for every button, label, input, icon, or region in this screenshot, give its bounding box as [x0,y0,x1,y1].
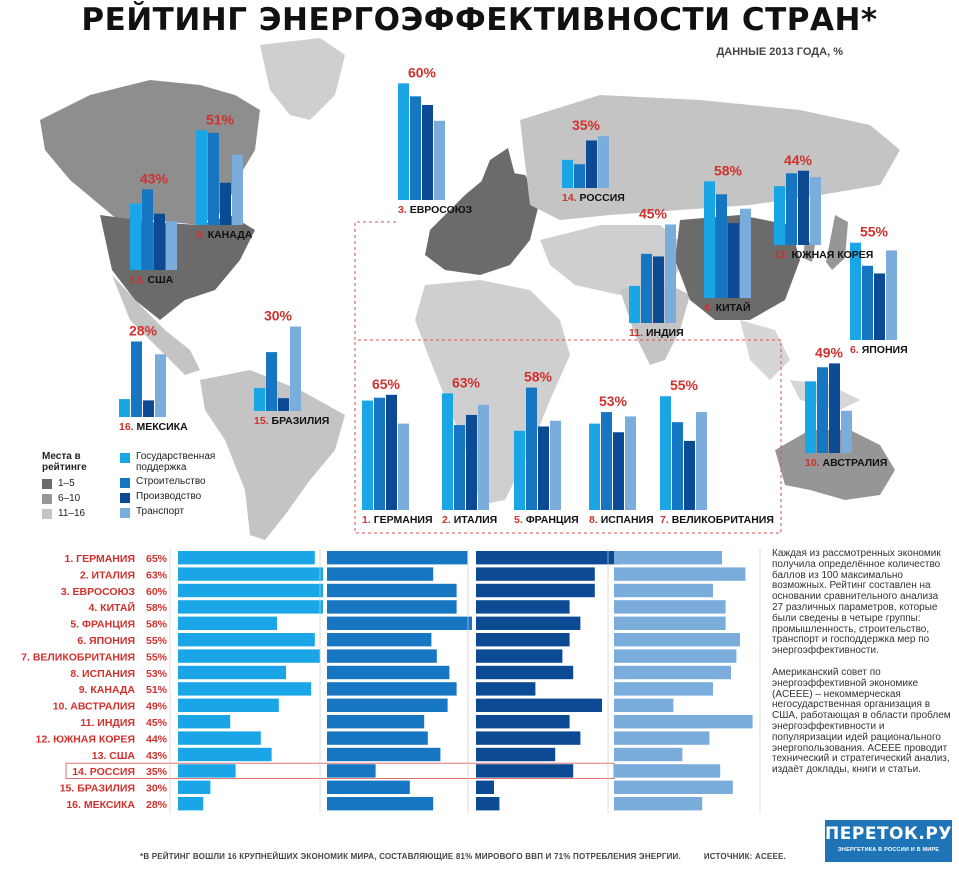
map-bar [550,421,561,510]
map-rank-number: 5. [514,514,526,526]
row-total-label: 51% [146,684,168,697]
table-bar [327,666,449,679]
map-bar [562,160,573,188]
table-bar [327,649,437,662]
description-paragraph-2: Американский совет по энергоэффективной экономике (ACEEE) – некоммерческая негосударственная организация в США, работающая в области проблем энергоэффективности и популяризации идей рационального энергопользования. ACEEE проводит технический и стратегический анализ, издаёт доклады, книги и статьи. [772,666,951,776]
row-total-label: 44% [146,733,168,746]
map-country-label [398,204,473,216]
table-bar [178,797,203,810]
map-rank-number: 7. [660,514,672,526]
map-bar [208,133,219,225]
table-row [66,797,702,811]
map-country-label [362,514,433,526]
map-country-label [805,457,887,469]
row-country-label: 12. ЮЖНАЯ КОРЕЯ [35,733,135,746]
table-row [66,763,720,778]
map-bar [119,399,130,417]
table-bar [476,633,570,646]
map-bar [278,398,289,411]
table-bar [614,699,673,712]
table-bar [614,764,720,777]
map-rank-number: 13. [130,274,148,286]
map-bar [130,203,141,270]
table-bar [476,567,595,580]
rank-swatch-1-5 [42,479,52,489]
map-rank-number: 12. [774,249,792,261]
table-bar [476,600,570,613]
row-country-label: 1. ГЕРМАНИЯ [64,553,135,565]
map-bar [266,352,277,411]
table-bar [476,715,570,728]
map-bar [166,221,177,270]
row-country-label: 16. МЕКСИКА [66,799,135,811]
map-country-name: КАНАДА [207,229,253,241]
map-country-label [774,249,873,261]
map-bar [704,181,715,298]
table-bar [614,666,731,679]
table-bar [178,748,272,761]
map-total-label: 63% [451,374,481,391]
map-bar [454,425,465,510]
map-bar [798,171,809,245]
table-bar [476,764,573,777]
map-bar [805,381,816,453]
table-bar [178,567,323,580]
table-bar [476,731,580,744]
map-bar [422,105,433,200]
map-bar [442,393,453,510]
row-country-label: 5. ФРАНЦИЯ [70,618,135,631]
map-bar [653,256,664,323]
row-country-label: 15. БРАЗИЛИЯ [59,782,135,795]
table-bar [178,715,230,728]
map-bar [526,388,537,510]
row-country-label: 6. ЯПОНИЯ [77,635,135,647]
map-total-label: 28% [128,322,158,339]
row-total-label: 45% [146,717,168,729]
subtitle: ДАННЫЕ 2013 ГОДА, % [716,46,843,58]
table-row [53,699,674,713]
map-country-label [562,192,625,204]
row-country-label: 3. ЕВРОСОЮЗ [60,585,135,598]
row-total-label: 49% [146,700,168,713]
footnote [140,852,786,861]
map-bar [232,155,243,225]
map-bar-group [850,224,908,356]
map-rank-number: 15. [254,415,272,427]
footnote-text: *В РЕЙТИНГ ВОШЛИ 16 КРУПНЕЙШИХ ЭКОНОМИК МИРА, СОСТАВЛЯЮЩИЕ 81% МИРОВОГО ВВП И 71% ПОТРЕБЛЕНИЯ ЭНЕРГИИ. [140,852,681,861]
map-bar [613,432,624,510]
rank-swatch-11-16 [42,509,52,519]
map-country-name: РОССИЯ [579,192,625,204]
rank-legend-title: Места в рейтинге [42,451,87,473]
map-bar [886,250,897,340]
row-total-label: 30% [146,782,168,795]
map-bar [386,395,397,510]
table-bar [327,584,457,597]
map-bar [538,426,549,510]
map-bar [665,224,676,323]
map-country-name: МЕКСИКА [136,421,188,433]
row-total-label: 60% [146,585,168,598]
table-bar [178,600,323,613]
map-country-name: БРАЗИЛИЯ [271,415,330,427]
table-bar [327,551,467,564]
row-total-label: 28% [146,799,168,811]
map-bar [728,223,739,298]
logo [825,820,952,862]
map-bar [829,363,840,453]
row-country-label: 2. ИТАЛИЯ [79,569,135,582]
map-total-label: 55% [669,377,699,394]
map-bar [696,412,707,510]
rank-legend-item: 6–10 [42,491,102,506]
map-bar [478,405,489,510]
map-country-name: ЮЖНАЯ КОРЕЯ [791,249,874,261]
map-rank-number: 8. [589,514,601,526]
map-total-label: 49% [814,344,844,361]
series-swatch-transport [120,508,130,518]
row-total-label: 53% [146,667,168,680]
table-row [21,649,736,663]
map-bar [810,177,821,245]
map-total-label: 35% [571,117,601,134]
map-bar [601,412,612,510]
table-bar [476,781,494,794]
table-bar [614,633,740,646]
map-country-label [119,421,188,433]
table-bar [178,617,277,630]
row-total-label: 35% [146,766,168,779]
map-bar [672,422,683,510]
map-bar [817,367,828,453]
map-bar [574,164,585,188]
map-country-label [196,229,253,241]
map-bar [254,388,265,411]
map-country-label [254,415,329,427]
map-bar [684,441,695,510]
map-country-name: ИНДИЯ [645,327,684,339]
table-bar [476,666,573,679]
table-bar [327,797,433,810]
row-total-label: 63% [146,569,168,582]
table-bar [476,649,562,662]
series-legend-item: Строительство [120,476,230,491]
map-country-label [704,301,751,314]
map-rank-number: 10. [805,457,823,469]
table-bar [327,633,431,646]
map-rank-number: 9. [196,229,208,241]
table-bar [476,748,555,761]
map-bar [398,83,409,200]
table-bar [327,731,428,744]
map-total-label: 55% [859,223,889,240]
description [772,549,952,787]
map-bar [862,266,873,340]
table-bar [476,551,620,564]
map-bar [143,400,154,417]
row-country-label: 8. ИСПАНИЯ [70,667,135,680]
table-bar [327,617,472,630]
table-row [61,584,713,598]
table-bar [178,781,210,794]
map-bar [154,214,165,270]
series-legend-item: Производство [120,491,230,506]
table-row [80,567,746,581]
row-total-label: 55% [146,635,168,647]
row-country-label: 13. США [91,749,135,762]
table-bar [614,781,733,794]
map-country-name: ФРАНЦИЯ [525,514,579,526]
table-bar [178,551,315,564]
map-country-label [589,514,654,526]
map-bar [586,140,597,188]
row-total-label: 43% [146,749,168,762]
table-row [64,551,722,565]
map-total-label: 65% [371,375,401,392]
row-country-label: 10. АВСТРАЛИЯ [52,700,135,713]
table-bar [178,584,323,597]
map-bar [514,431,525,510]
map-country-name: ЕВРОСОЮЗ [409,204,473,216]
map-country-label [130,274,174,286]
ranking-rows [21,549,760,813]
row-country-label: 14. РОССИЯ [72,766,135,779]
map-bar [786,173,797,245]
table-bar [327,699,448,712]
map-bar [660,396,671,510]
table-bar [327,567,433,580]
map-bar [641,254,652,323]
map-rank-number: 6. [850,344,862,356]
map-country-name: ИСПАНИЯ [600,514,654,526]
table-bar [614,617,726,630]
series-swatch-industry [120,493,130,503]
map-bar [625,416,636,510]
row-total-label: 55% [146,651,168,664]
map-country-name: ГЕРМАНИЯ [373,514,433,526]
table-row [70,617,725,631]
map-total-label: 60% [407,64,437,81]
map-bar-group [660,377,774,526]
table-bar [614,649,736,662]
map-rank-number: 1. [362,514,374,526]
map-country-label [629,327,684,339]
table-bar [178,682,311,695]
map-bar [142,189,153,270]
table-bar [614,731,709,744]
map-total-label: 44% [783,151,813,168]
table-bar [327,748,440,761]
map-rank-number: 16. [119,421,137,433]
table-bar [614,600,726,613]
map-bar [410,96,421,200]
map-total-label: 53% [598,393,628,410]
map-bar [589,424,600,510]
map-country-label [514,514,579,526]
table-bar [178,699,279,712]
series-legend-item: Государственная поддержка [120,451,230,473]
description-paragraph-1: Каждая из рассмотренных экономик получила определённое количество баллов из 100 максимально возможных. Рейтинг составлен на основании сравнительного анализа 27 различных параметров, которые были сведены в четыре группы: промышленность, строительство, транспорт и господдержка мер по энергоэффективности. [772,548,941,657]
table-bar [614,748,682,761]
map-bar [629,286,640,323]
logo-name: ПЕРЕТОК.РУ [825,824,952,844]
source-text: ИСТОЧНИК: ACEEE. [703,852,786,861]
map-country-name: КИТАЙ [715,302,751,314]
map-bar-group [362,376,433,526]
map-total-label: 30% [263,307,293,324]
table-row [80,715,752,729]
map-bar [598,136,609,188]
page-title: РЕЙТИНГ ЭНЕРГОЭФФЕКТИВНОСТИ СТРАН* [81,2,878,38]
table-bar [327,764,376,777]
table-bar [178,633,315,646]
map-country-label [850,344,908,356]
table-bar [178,649,320,662]
map-bar [362,401,373,510]
table-bar [614,682,713,695]
table-bar [614,584,713,597]
table-bar [327,715,424,728]
row-country-label: 7. ВЕЛИКОБРИТАНИЯ [21,651,135,664]
rank-swatch-6-10 [42,494,52,504]
row-country-label: 11. ИНДИЯ [80,717,135,729]
rank-legend-item: 11–16 [42,506,102,521]
map-country-name: ВЕЛИКОБРИТАНИЯ [671,514,774,526]
table-bar [614,551,722,564]
table-row [88,600,725,614]
map-bar [290,327,301,411]
map-bar [196,130,207,225]
row-country-label: 9. КАНАДА [78,684,135,697]
table-bar [476,797,499,810]
map-rank-number: 3. [398,204,410,216]
map-rank-number: 4. [704,302,716,314]
rank-legend-item: 1–5 [42,476,102,491]
map-bar [874,273,885,340]
table-row [70,666,731,680]
map-bar-group [398,64,473,216]
table-bar [476,699,602,712]
map-country-name: ЯПОНИЯ [861,344,908,356]
table-bar [476,682,535,695]
map-total-label: 58% [713,162,743,179]
map-bar-group [589,393,654,526]
map-total-label: 58% [523,368,553,385]
map-country-name: США [147,274,174,286]
map-country-name: ИТАЛИЯ [453,514,498,526]
logo-tagline: ЭНЕРГЕТИКА В РОССИИ И В МИРЕ [837,847,940,853]
map-country-label [660,514,774,526]
series-swatch-building [120,478,130,488]
table-bar [614,797,702,810]
table-bar [327,781,410,794]
map-bar [131,341,142,417]
map-bar [740,209,751,298]
table-bar [614,567,745,580]
row-total-label: 58% [146,618,168,631]
map-bar [220,183,231,225]
table-bar [476,617,580,630]
table-bar [614,715,753,728]
table-bar [327,682,457,695]
map-total-label: 43% [139,170,169,187]
map-bar [398,424,409,510]
map-rank-number: 14. [562,192,580,204]
map-bar [774,186,785,245]
map-bar [155,354,166,417]
row-total-label: 65% [146,553,168,565]
map-total-label: 51% [205,111,235,128]
map-country-name: АВСТРАЛИЯ [822,457,888,469]
map-bar [434,121,445,200]
series-legend [120,451,230,521]
table-row [60,781,733,795]
map-bar [716,194,727,298]
table-row [92,748,683,762]
rank-legend [42,451,102,521]
series-legend-item: Транспорт [120,506,230,521]
table-bar [178,764,236,777]
table-bar [178,731,261,744]
map-bar [841,411,852,453]
table-row [77,633,740,647]
map-rank-number: 2. [442,514,454,526]
table-bar [178,666,286,679]
table-bar [327,600,457,613]
map-rank-number: 11. [629,327,646,339]
map-country-label [442,514,497,526]
map-bar [466,415,477,510]
table-row [79,682,713,696]
row-country-label: 4. КИТАЙ [88,602,135,615]
map-total-label: 45% [638,205,668,222]
map-bar [374,398,385,510]
table-bar [476,584,595,597]
row-total-label: 58% [146,602,168,615]
series-swatch-support [120,453,130,463]
